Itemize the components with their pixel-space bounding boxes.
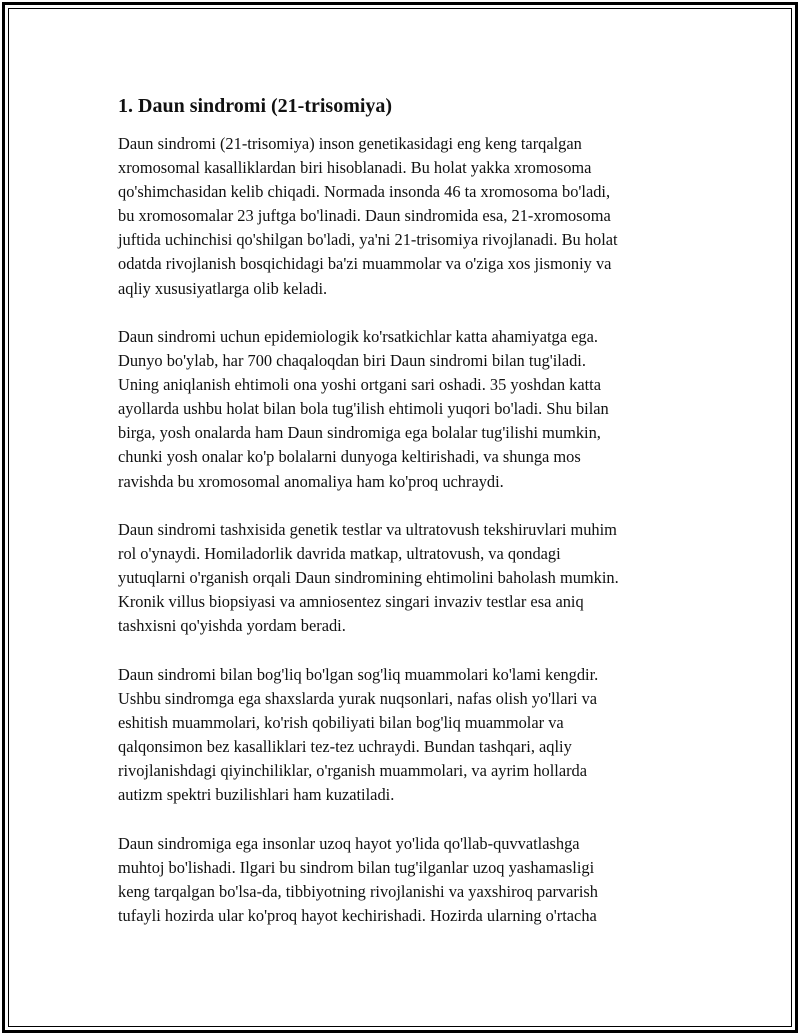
text-line: qo'shimchasidan kelib chiqadi. Normada insonda 46 ta xromosoma bo'ladi, xyxy=(118,182,611,202)
paragraph-4 xyxy=(118,663,698,808)
text-line: Ushbu sindromga ega shaxslarda yurak nuqsonlari, nafas olish yo'llari va xyxy=(118,688,598,708)
text-line: tufayli hozirda ular ko'proq hayot kechirishadi. Hozirda ularning o'rtacha xyxy=(118,905,597,925)
text-line: tashxisni qo'yishda yordam beradi. xyxy=(118,616,346,636)
paragraph-3 xyxy=(118,518,698,638)
text-line: eshitish muammolari, ko'rish qobiliyati bilan bog'liq muammolar va xyxy=(118,712,564,732)
paragraph-2 xyxy=(118,325,698,494)
text-line: ravishda bu xromosomal anomaliya ham ko'proq uchraydi. xyxy=(118,471,504,491)
text-line: xromosomal kasalliklardan biri hisoblanadi. Bu holat yakka xromosoma xyxy=(118,158,592,178)
text-line: odatda rivojlanish bosqichidagi ba'zi muammolar va o'ziga xos jismoniy va xyxy=(118,254,612,274)
text-line: rivojlanishdagi qiyinchiliklar, o'rganish muammolari, va ayrim hollarda xyxy=(118,761,588,781)
text-line: Dunyo bo'ylab, har 700 chaqaloqdan biri Daun sindromi bilan tug'iladi. xyxy=(118,351,586,371)
text-line: yutuqlarni o'rganish orqali Daun sindromining ehtimolini baholash mumkin. xyxy=(118,568,619,588)
text-line: aqliy xususiyatlarga olib keladi. xyxy=(118,278,328,298)
document-body xyxy=(118,92,698,952)
text-line: juftida uchinchisi qo'shilgan bo'ladi, ya'ni 21-trisomiya rivojlanadi. Bu holat xyxy=(118,230,618,250)
section-heading: 1. Daun sindromi (21-trisomiya) xyxy=(118,95,393,117)
text-line: rol o'ynaydi. Homiladorlik davrida matkap, ultratovush, va qondagi xyxy=(118,544,561,563)
text-line: ayollarda ushbu holat bilan bola tug'ilish ehtimoli yuqori bo'ladi. Shu bilan xyxy=(118,399,609,419)
text-line: Daun sindromi uchun epidemiologik ko'rsatkichlar katta ahamiyatga ega. xyxy=(118,326,598,346)
text-line: Kronik villus biopsiyasi va amniosentez singari invaziv testlar esa aniq xyxy=(118,592,584,612)
text-line: Daun sindromi tashxisida genetik testlar va ultratovush tekshiruvlari muhim xyxy=(118,519,617,539)
text-line: keng tarqalgan bo'lsa-da, tibbiyotning rivojlanishi va yaxshiroq parvarish xyxy=(118,881,598,901)
text-line: Uning aniqlanish ehtimoli ona yoshi ortgani sari oshadi. 35 yoshdan katta xyxy=(118,375,601,395)
text-line: Daun sindromiga ega insonlar uzoq hayot yo'lida qo'llab-quvvatlashga xyxy=(118,833,580,853)
paragraph-5 xyxy=(118,832,698,928)
paragraph-1 xyxy=(118,132,698,301)
text-line: Daun sindromi bilan bog'liq bo'lgan sog'liq muammolari ko'lami kengdir. xyxy=(118,664,599,684)
text-line: qalqonsimon bez kasalliklari tez-tez uchraydi. Bundan tashqari, aqliy xyxy=(118,736,572,756)
text-line: muhtoj bo'lishadi. Ilgari bu sindrom bilan tug'ilganlar uzoq yashamasligi xyxy=(118,857,595,877)
text-line: Daun sindromi (21-trisomiya) inson genetikasidagi eng keng tarqalgan xyxy=(118,134,582,153)
text-line: chunki yosh onalar ko'p bolalarni dunyoga keltirishadi, va shunga mos xyxy=(118,447,581,467)
text-line: autizm spektri buzilishlari ham kuzatiladi. xyxy=(118,785,395,805)
text-line: birga, yosh onalarda ham Daun sindromiga ega bolalar tug'ilishi mumkin, xyxy=(118,423,601,443)
text-line: bu xromosomalar 23 juftga bo'linadi. Daun sindromida esa, 21-xromosoma xyxy=(118,206,611,226)
